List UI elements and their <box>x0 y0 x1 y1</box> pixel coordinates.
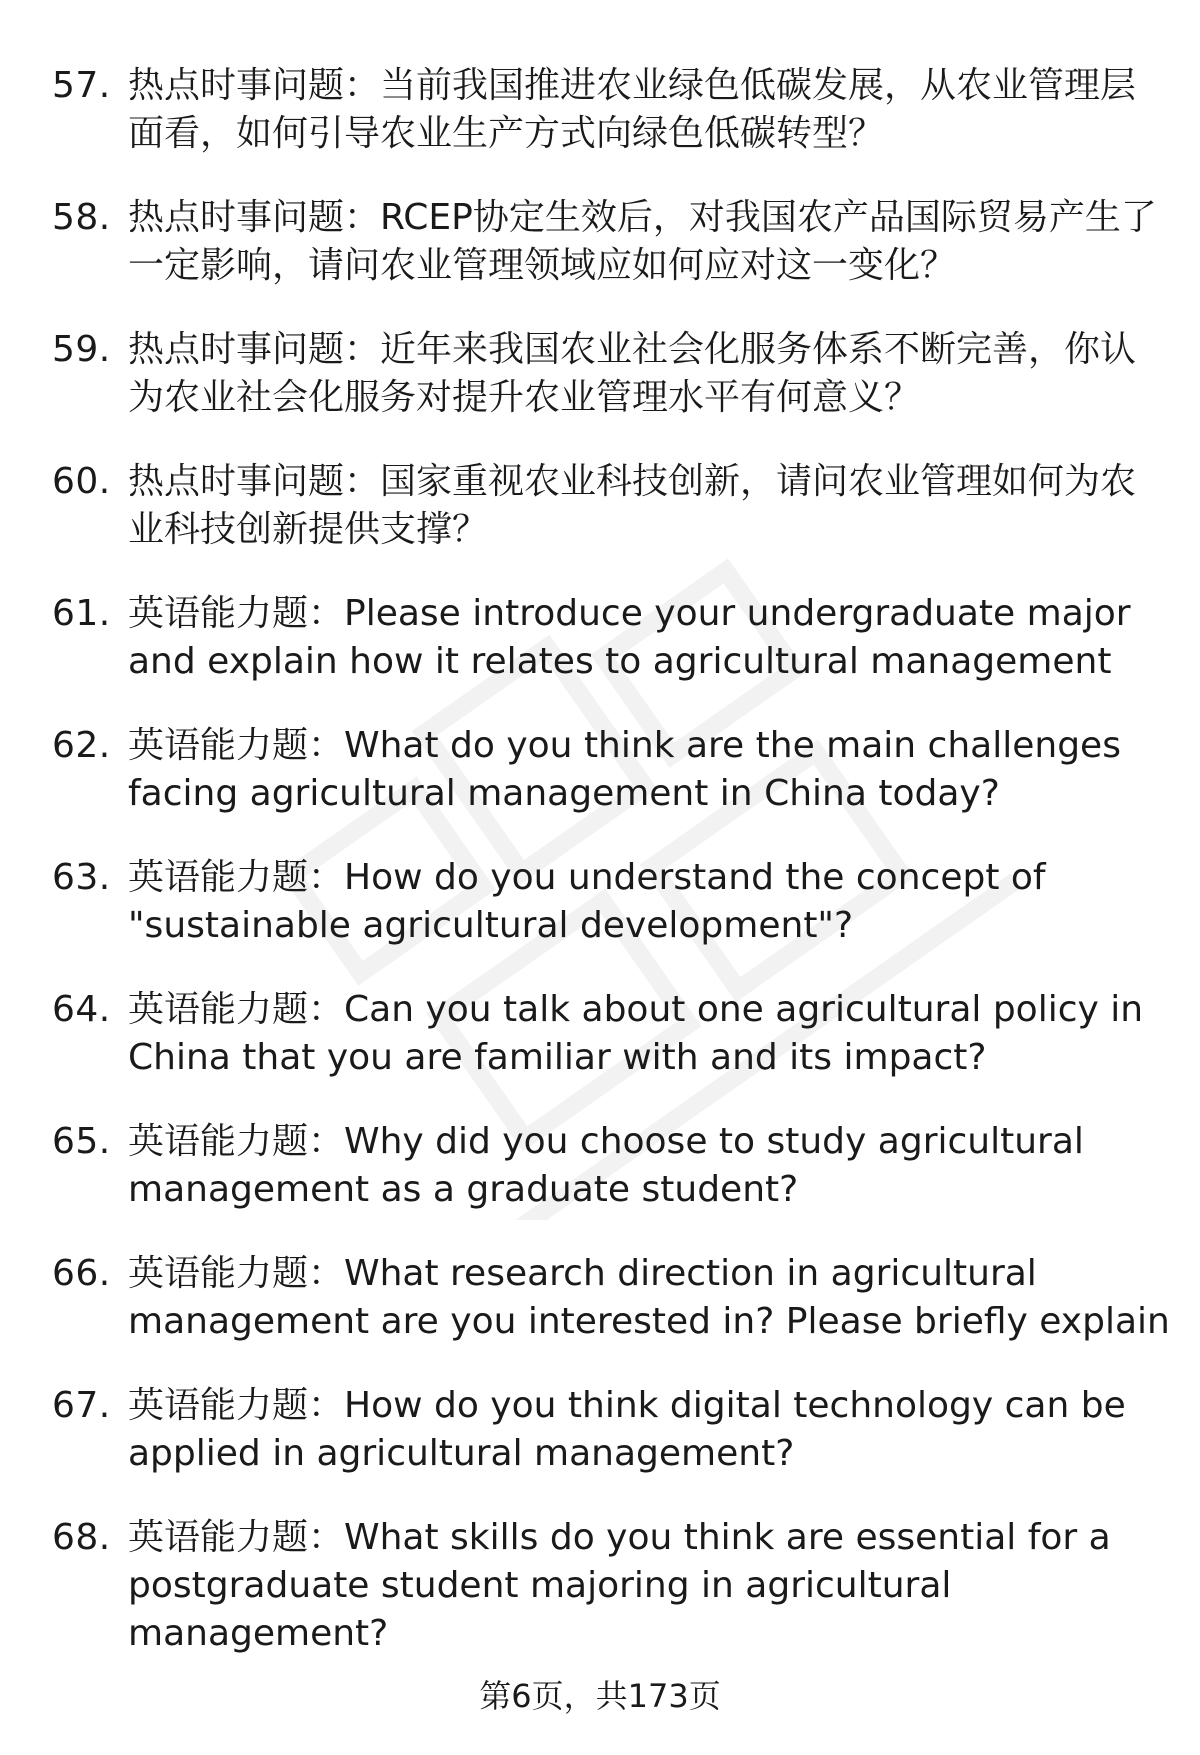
question-number: 63. <box>52 857 111 898</box>
question-number: 66. <box>52 1253 111 1294</box>
question-number: 58. <box>52 197 111 238</box>
question-number: 60. <box>52 461 111 502</box>
question-line: China that you are familiar with and its impact? <box>128 1037 987 1078</box>
question-line: "sustainable agricultural development"? <box>128 905 854 946</box>
question-line: 一定影响，请问农业管理领域应如何应对这一变化？ <box>128 245 957 286</box>
question-line: 热点时事问题：国家重视农业科技创新，请问农业管理如何为农 <box>128 461 1137 502</box>
question-number: 57. <box>52 65 111 106</box>
question-text <box>128 590 1178 686</box>
question-line: 业科技创新提供支撑？ <box>128 509 489 550</box>
question-line: 英语能力题：Please introduce your undergraduate major <box>128 593 1131 634</box>
question-text <box>128 1250 1178 1346</box>
question-number: 67. <box>52 1385 111 1426</box>
list-item <box>0 854 1200 986</box>
question-line: postgraduate student majoring in agricultural <box>128 1565 952 1606</box>
question-number: 62. <box>52 725 111 766</box>
question-text <box>128 1382 1178 1478</box>
question-line: 英语能力题：What research direction in agricultural <box>128 1253 1037 1294</box>
question-text <box>128 722 1178 818</box>
question-text <box>128 458 1178 554</box>
list-item <box>0 326 1200 458</box>
question-text <box>128 1118 1178 1214</box>
list-item <box>0 590 1200 722</box>
question-text <box>128 62 1178 158</box>
question-line: 英语能力题：How do you understand the concept of <box>128 857 1046 898</box>
question-text <box>128 854 1178 950</box>
page-indicator: 第6页，共173页 <box>479 1677 721 1715</box>
list-item <box>0 1382 1200 1514</box>
question-line: facing agricultural management in China today? <box>128 773 1000 814</box>
question-text <box>128 1514 1178 1658</box>
list-item <box>0 194 1200 326</box>
question-line: 热点时事问题：近年来我国农业社会化服务体系不断完善，你认 <box>128 329 1137 370</box>
question-line: management are you interested in? Please briefly explain <box>128 1301 1170 1342</box>
question-text <box>128 986 1178 1082</box>
question-number: 59. <box>52 329 111 370</box>
question-line: 为农业社会化服务对提升农业管理水平有何意义？ <box>128 377 921 418</box>
question-line: 热点时事问题：当前我国推进农业绿色低碳发展，从农业管理层 <box>128 65 1137 106</box>
list-item <box>0 1514 1200 1664</box>
list-item <box>0 62 1200 194</box>
question-number: 64. <box>52 989 111 1030</box>
list-item <box>0 1118 1200 1250</box>
question-line: management as a graduate student? <box>128 1169 799 1210</box>
question-line: 英语能力题：What do you think are the main challenges <box>128 725 1121 766</box>
question-line: 英语能力题：Can you talk about one agricultural policy in <box>128 989 1144 1030</box>
question-line: 英语能力题：What skills do you think are essential for a <box>128 1517 1111 1558</box>
list-item <box>0 458 1200 590</box>
question-line: 热点时事问题：RCEP协定生效后，对我国农产品国际贸易产生了 <box>128 197 1157 238</box>
question-line: management? <box>128 1613 389 1654</box>
list-item <box>0 986 1200 1118</box>
list-item <box>0 1250 1200 1382</box>
question-line: 英语能力题：How do you think digital technology can be <box>128 1385 1126 1426</box>
question-line: 面看，如何引导农业生产方式向绿色低碳转型？ <box>128 113 885 154</box>
question-text <box>128 194 1178 290</box>
question-number: 68. <box>52 1517 111 1558</box>
question-number: 65. <box>52 1121 111 1162</box>
question-list <box>0 62 1200 1664</box>
question-text <box>128 326 1178 422</box>
question-number: 61. <box>52 593 111 634</box>
list-item <box>0 722 1200 854</box>
question-line: applied in agricultural management? <box>128 1433 795 1474</box>
question-line: 英语能力题：Why did you choose to study agricultural <box>128 1121 1084 1162</box>
question-line: and explain how it relates to agricultural management <box>128 641 1112 682</box>
